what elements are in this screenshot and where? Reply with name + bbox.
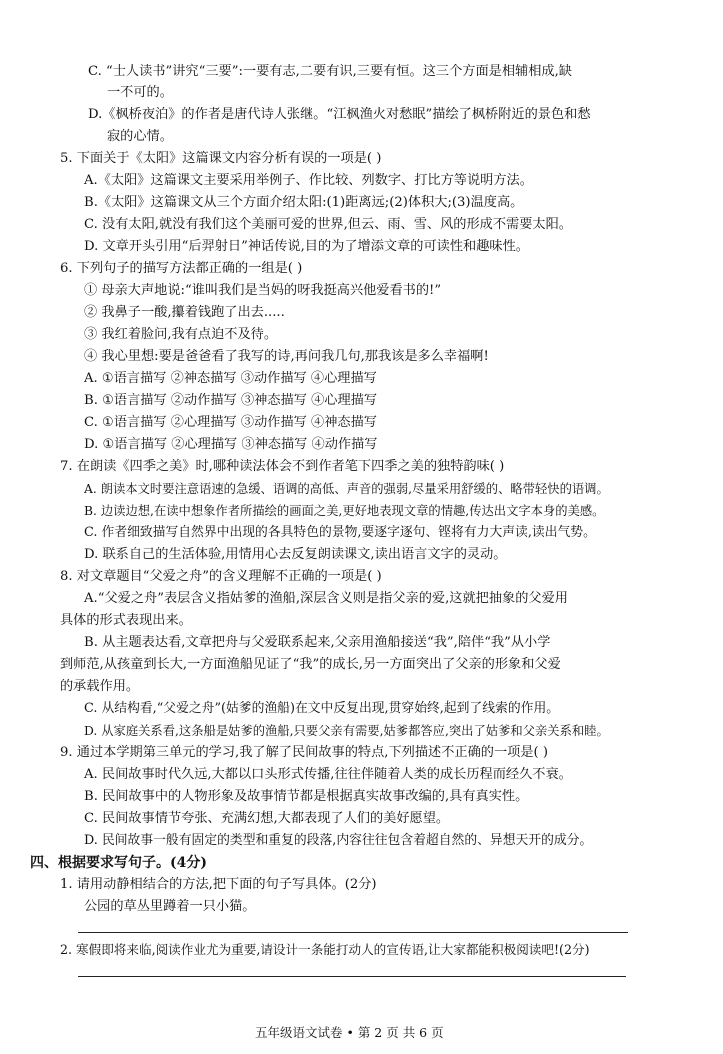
q8-option-a-line2: 具体的形式表现出来。	[60, 613, 192, 628]
task-1-answer-line[interactable]	[78, 932, 628, 933]
q6-option-c: C. ①语言描写 ②心理描写 ③动作描写 ④神态描写	[84, 415, 377, 430]
q7-option-b: B. 边读边想,在读中想象作者所描绘的画面之美,更好地表现文章的情趣,传达出文字本身的美感。	[84, 504, 605, 518]
q4-option-c-line1: C. “士人读书”讲究“三要”:一要有志,二要有识,三要有恒。这三个方面是相辅相成,缺	[88, 64, 572, 79]
q6-sentence-3: ③ 我红着脸问,我有点迫不及待。	[84, 327, 278, 342]
section-4-task-2: 2. 寒假即将来临,阅读作业尤为重要,请设计一条能打动人的宣传语,让大家都能积极阅读吧!(2分)	[60, 942, 590, 957]
q8-option-a-line1: A.“父爱之舟”表层含义指姑爹的渔船,深层含义则是指父亲的爱,这就把抽象的父爱用	[84, 591, 568, 606]
question-5: 5. 下面关于《太阳》这篇课文内容分析有误的一项是( )	[60, 151, 382, 166]
q8-option-b-line3: 的承载作用。	[60, 679, 140, 694]
q5-option-b: B.《太阳》这篇课文从三个方面介绍太阳:(1)距离远;(2)体积大;(3)温度高。	[84, 195, 524, 210]
q8-option-d: D. 从家庭关系看,这条船是姑爹的渔船,只要父亲有需要,姑爹都答应,突出了姑爹和父亲关系和睦。	[84, 724, 609, 738]
section-4-heading: 四、根据要求写句子。(4分)	[30, 855, 207, 871]
q6-sentence-1: ① 母亲大声地说:“谁叫我们是当妈的呀我挺高兴他爱看书的!”	[84, 283, 442, 298]
q4-option-d-line1: D.《枫桥夜泊》的作者是唐代诗人张继。“江枫渔火对愁眠”描绘了枫桥附近的景色和愁	[88, 107, 591, 122]
question-8: 8. 对文章题目“父爱之舟”的含义理解不正确的一项是( )	[60, 569, 382, 584]
question-6: 6. 下列句子的描写方法都正确的一组是( )	[60, 261, 303, 276]
section-4-task-1: 1. 请用动静相结合的方法,把下面的句子写具体。(2分)	[60, 877, 377, 892]
task-1-sentence: 公园的草丛里蹲着一只小猫。	[84, 899, 256, 914]
q6-sentence-4: ④ 我心里想:要是爸爸看了我写的诗,再问我几句,那我该是多么幸福啊!	[84, 349, 489, 364]
q9-option-d: D. 民间故事一般有固定的类型和重复的段落,内容往往包含着超自然的、异想天开的成分。	[84, 833, 593, 848]
q6-option-a: A. ①语言描写 ②神态描写 ③动作描写 ④心理描写	[84, 371, 377, 386]
q9-option-a: A. 民间故事时代久远,大都以口头形式传播,往往伴随着人类的成长历程而经久不衰。	[84, 767, 572, 782]
q5-option-c: C. 没有太阳,就没有我们这个美丽可爱的世界,但云、雨、雪、风的形成不需要太阳。	[84, 217, 572, 232]
q5-option-a: A.《太阳》这篇课文主要采用举例子、作比较、列数字、打比方等说明方法。	[84, 173, 533, 188]
q4-option-c-line2: 一不可的。	[107, 85, 173, 100]
q4-option-d-line2: 寂的心情。	[107, 129, 173, 144]
q8-option-b-line2: 到师范,从孩童到长大,一方面渔船见证了“我”的成长,另一方面突出了父亲的形象和父爱	[60, 657, 561, 672]
q7-option-c: C. 作者细致描写自然界中出现的各具特色的景物,要逐字逐句、铿将有力大声读,读出气势。	[84, 525, 596, 540]
q6-sentence-2: ② 我鼻子一酸,攥着钱跑了出去.....	[84, 305, 285, 320]
q6-option-b: B. ①语言描写 ②动作描写 ③神态描写 ④心理描写	[84, 393, 378, 408]
q6-option-d: D. ①语言描写 ②心理描写 ③神态描写 ④动作描写	[84, 437, 378, 452]
question-9: 9. 通过本学期第三单元的学习,我了解了民间故事的特点,下列描述不正确的一项是( )	[60, 745, 549, 760]
q7-option-a: A. 朗读本文时要注意语速的急缓、语调的高低、声音的强弱,尽量采用舒缓的、略带轻快的语调。	[84, 482, 609, 496]
q8-option-b-line1: B. 从主题表达看,文章把舟与父爱联系起来,父亲用渔船接送“我”,陪伴“我”从小学	[84, 635, 551, 650]
q5-option-d: D. 文章开头引用“后羿射日”神话传说,目的为了增添文章的可读性和趣味性。	[84, 239, 529, 254]
task-2-answer-line[interactable]	[78, 976, 626, 977]
question-7: 7. 在朗读《四季之美》时,哪种读法体会不到作者笔下四季之美的独特韵味( )	[60, 459, 505, 474]
q8-option-c: C. 从结构看,“父爱之舟”(姑爹的渔船)在文中反复出现,贯穿始终,起到了线索的作用。	[84, 701, 560, 716]
page-footer: 五年级语文试卷 • 第 2 页 共 6 页	[255, 1025, 444, 1040]
q9-option-b: B. 民间故事中的人物形象及故事情节都是根据真实故事改编的,具有真实性。	[84, 789, 529, 804]
q9-option-c: C. 民间故事情节夸张、充满幻想,大都表现了人们的美好愿望。	[84, 811, 450, 826]
q7-option-d: D. 联系自己的生活体验,用情用心去反复朗读课文,读出语言文字的灵动。	[84, 547, 507, 562]
